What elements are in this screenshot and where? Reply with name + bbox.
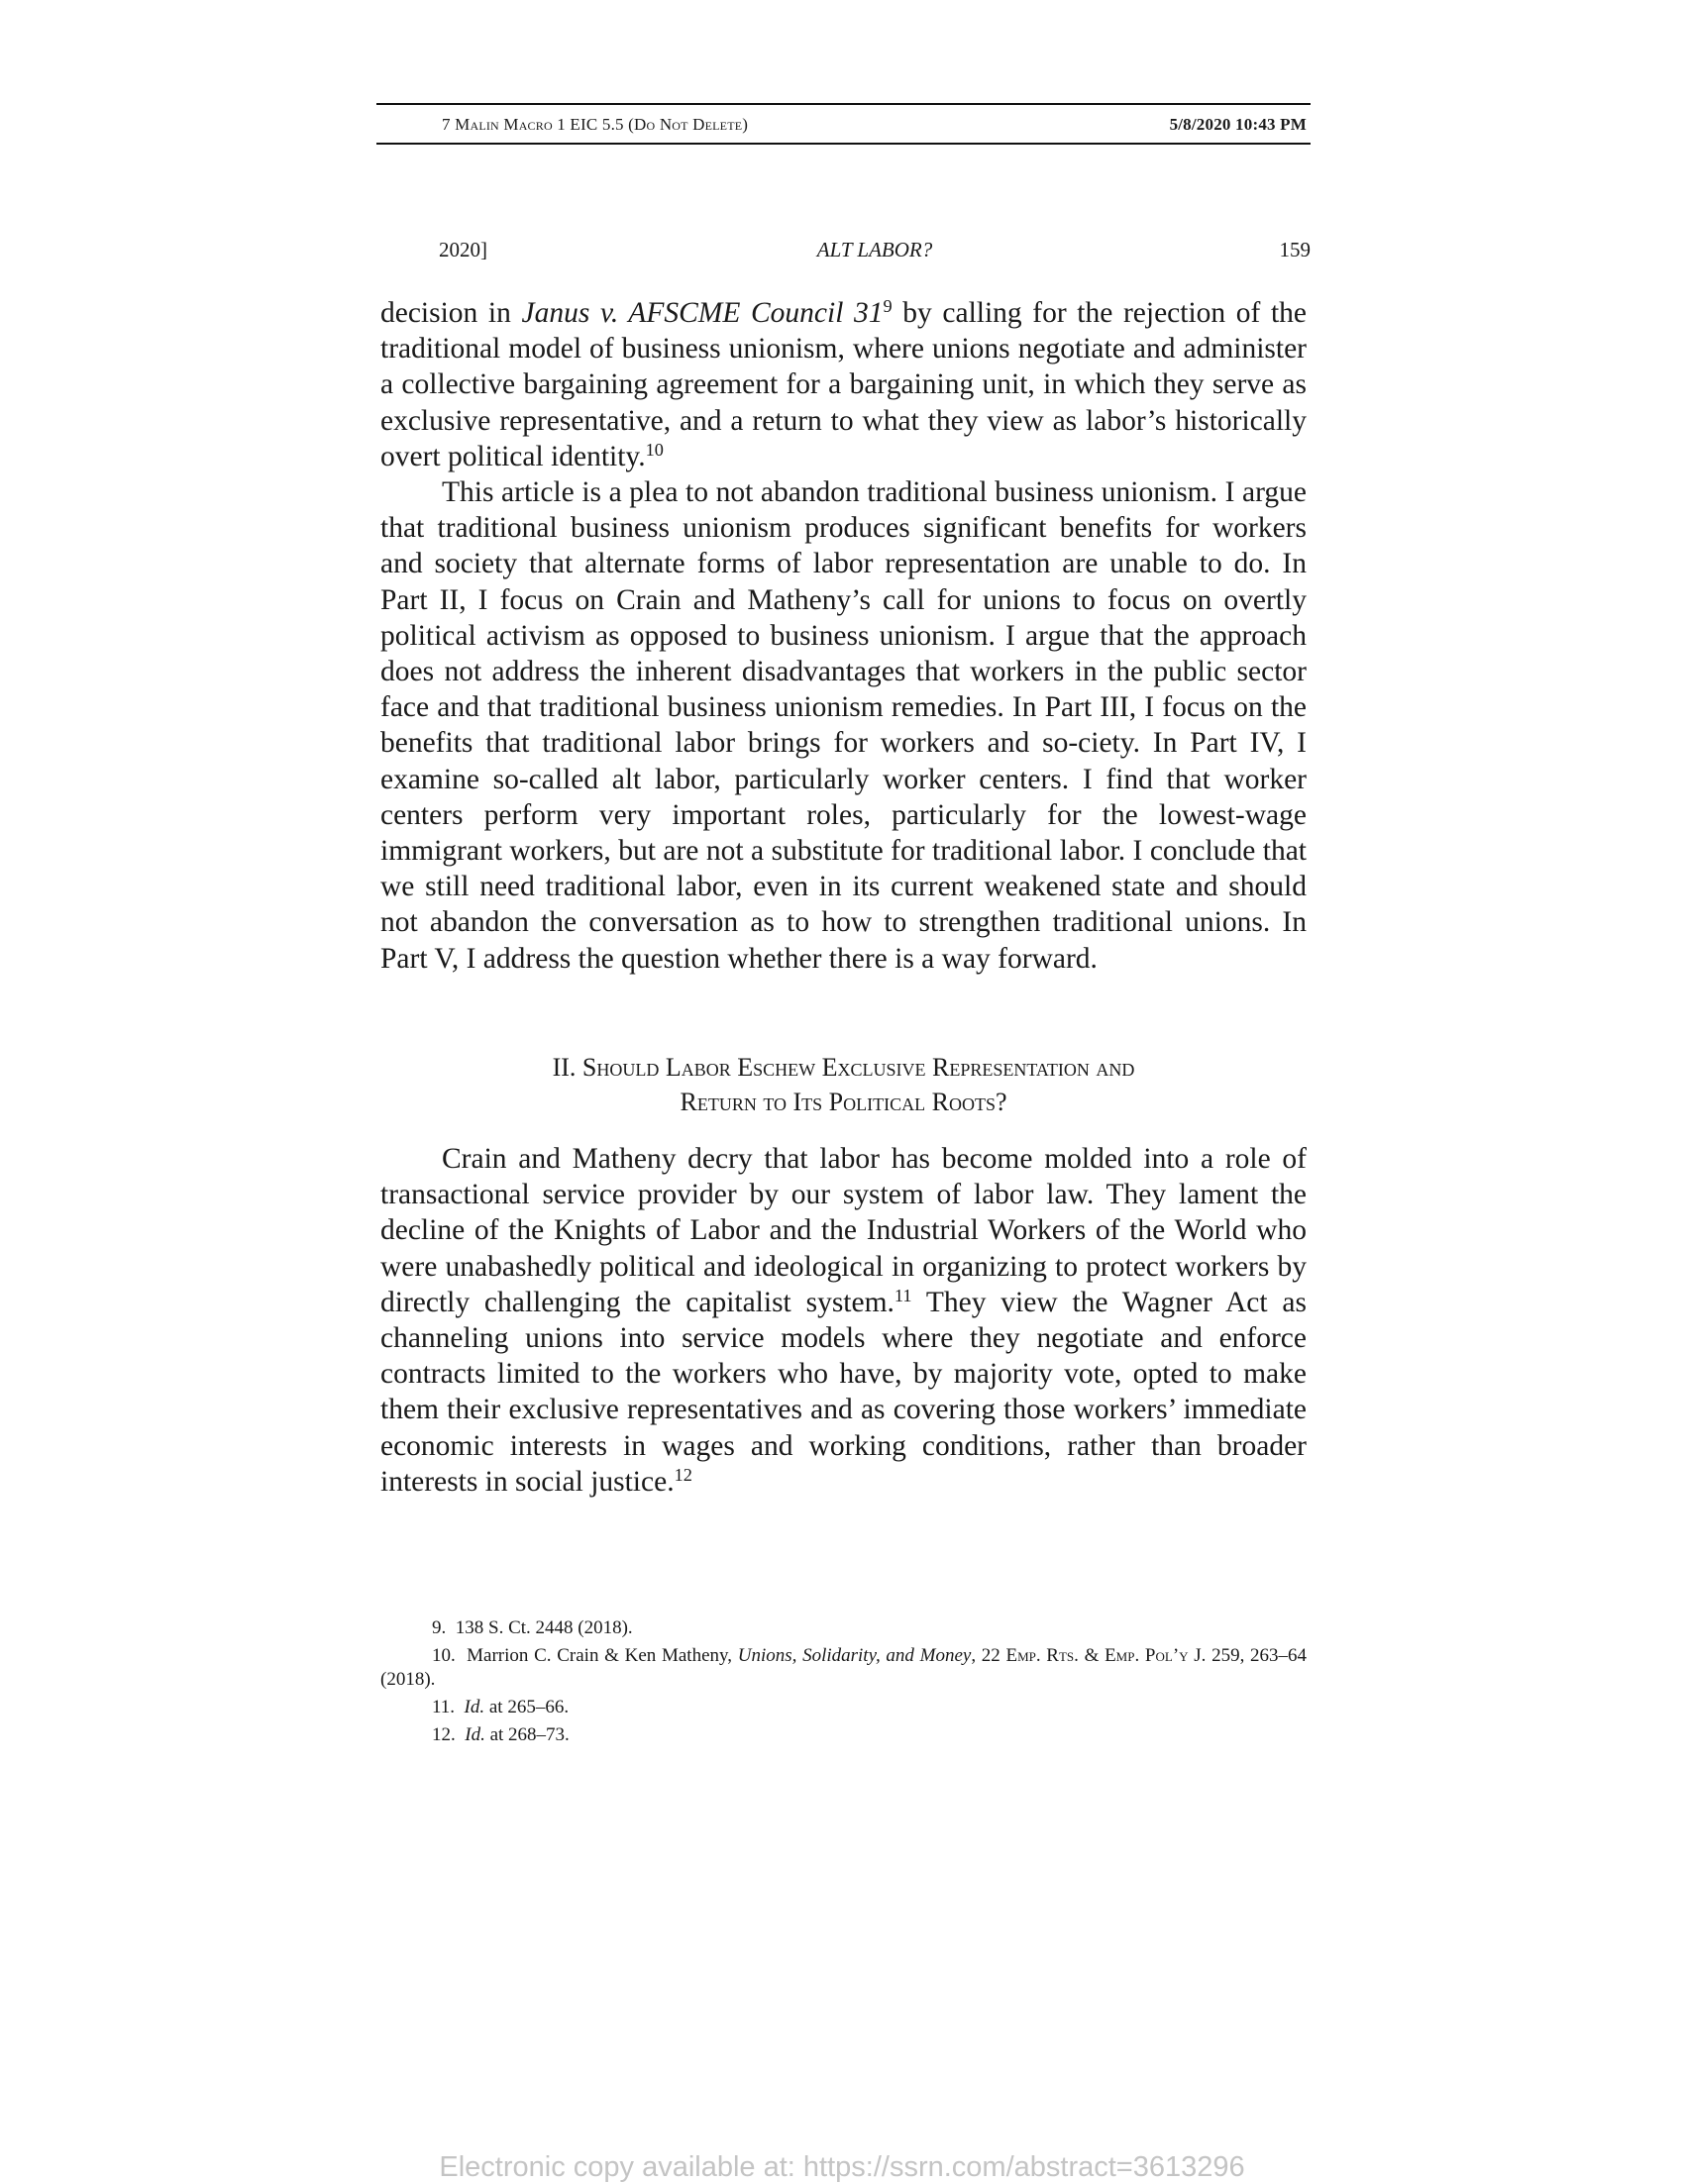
- footnote-ref-10: 10: [645, 439, 664, 460]
- footnote-9: [380, 1616, 1307, 1640]
- footnote-text: Marrion C. Crain & Ken Matheny,: [467, 1645, 738, 1666]
- footnote-text: 138 S. Ct. 2448 (2018).: [455, 1617, 633, 1638]
- footnote-text: 259, 263–64 (2018).: [380, 1645, 1308, 1690]
- article-title: Unions, Solidarity, and Money: [737, 1645, 972, 1666]
- footnote-text: , 22: [971, 1645, 1006, 1666]
- page-header: [439, 238, 1311, 267]
- running-head-left: 7 Malin Macro 1 EIC 5.5 (Do Not Delete): [442, 115, 749, 134]
- case-citation: Janus v. AFSCME Council 31: [521, 297, 884, 329]
- footnote-text: at 265–66.: [484, 1697, 570, 1717]
- running-head: [376, 103, 1311, 145]
- paragraph-1: [380, 295, 1307, 474]
- footnote-ref-9: 9: [883, 295, 893, 316]
- footnotes: [380, 1616, 1307, 1751]
- journal-name: Emp. Rts. & Emp. Pol’y J.: [1005, 1645, 1207, 1666]
- paragraph-1-text-b: by calling for the rejection of the traditional model of business unionism, where unions negotiate and administer a collective bargaining agreement for a bargaining unit, in which they serve as exclusive representative, and a return to what they view as labor’s historically overt political identity.: [380, 297, 1307, 472]
- body-text: [380, 295, 1307, 977]
- id-signal: Id.: [465, 1724, 485, 1745]
- section-heading-line-2: Return to Its Political Roots?: [680, 1088, 1007, 1116]
- header-title: ALT LABOR?: [816, 238, 933, 261]
- footnote-text: at 268–73.: [484, 1724, 570, 1745]
- footnote-ref-12: 12: [674, 1464, 692, 1485]
- page-number: 159: [1279, 238, 1311, 261]
- footnote-number: 10.: [432, 1645, 456, 1666]
- section-heading-line-1: II. Should Labor Eschew Exclusive Representation and: [552, 1053, 1135, 1082]
- running-head-timestamp: 5/8/2020 10:43 PM: [1169, 115, 1307, 134]
- paragraph-3: [380, 1141, 1307, 1500]
- footnote-11: [380, 1696, 1307, 1719]
- section-heading: [380, 1050, 1307, 1119]
- footnote-number: 11.: [432, 1697, 456, 1717]
- paragraph-2: This article is a plea to not abandon traditional business unionism. I argue that traditional business unionism produces significant benefits for workers and society that alternate forms of labor representation are unable to do. In Part II, I focus on Crain and Matheny’s call for unions to focus on overtly political activism as opposed to business unionism. I argue that the approach does not address the inherent disadvantages that workers in the public sector face and that traditional business unionism remedies. In Part III, I focus on the benefits that traditional labor brings for workers and so-ciety. In Part IV, I examine so-called alt labor, particularly worker centers. I find that worker centers perform very important roles, particularly for the lowest-wage immigrant workers, but are not a substitute for traditional labor. I conclude that we still need traditional labor, even in its current weakened state and should not abandon the conversation as to how to strengthen traditional unions. In Part V, I address the question whether there is a way forward.: [380, 476, 1307, 975]
- id-signal: Id.: [464, 1697, 485, 1717]
- footnote-10: [380, 1644, 1307, 1692]
- footnote-ref-11: 11: [894, 1285, 912, 1305]
- paragraph-1-text-a: decision in: [380, 297, 522, 329]
- footnote-12: [380, 1723, 1307, 1747]
- header-year: 2020]: [439, 238, 487, 261]
- paragraph-3-text-b: They view the Wagner Act as channeling unions into service models where they negotiate and enforce contracts limited to the workers who have, by majority vote, opted to make them their exclusive representatives and as covering those workers’ immediate economic interests in wages and working conditions, rather than broader interests in social justice.: [380, 1286, 1307, 1498]
- body-text-section-2: [380, 1141, 1307, 1500]
- footnote-number: 9.: [432, 1617, 447, 1638]
- paragraph-3-text-a: Crain and Matheny decry that labor has become molded into a role of transactional service provider by our system of labor law. They lament the decline of the Knights of Labor and the Industrial Workers of the World who were unabashedly political and ideological in organizing to protect workers by directly challenging the capitalist system.: [380, 1143, 1307, 1318]
- footnote-number: 12.: [432, 1724, 456, 1745]
- ssrn-watermark: Electronic copy available at: https://ssrn.com/abstract=3613296: [439, 2151, 1245, 2183]
